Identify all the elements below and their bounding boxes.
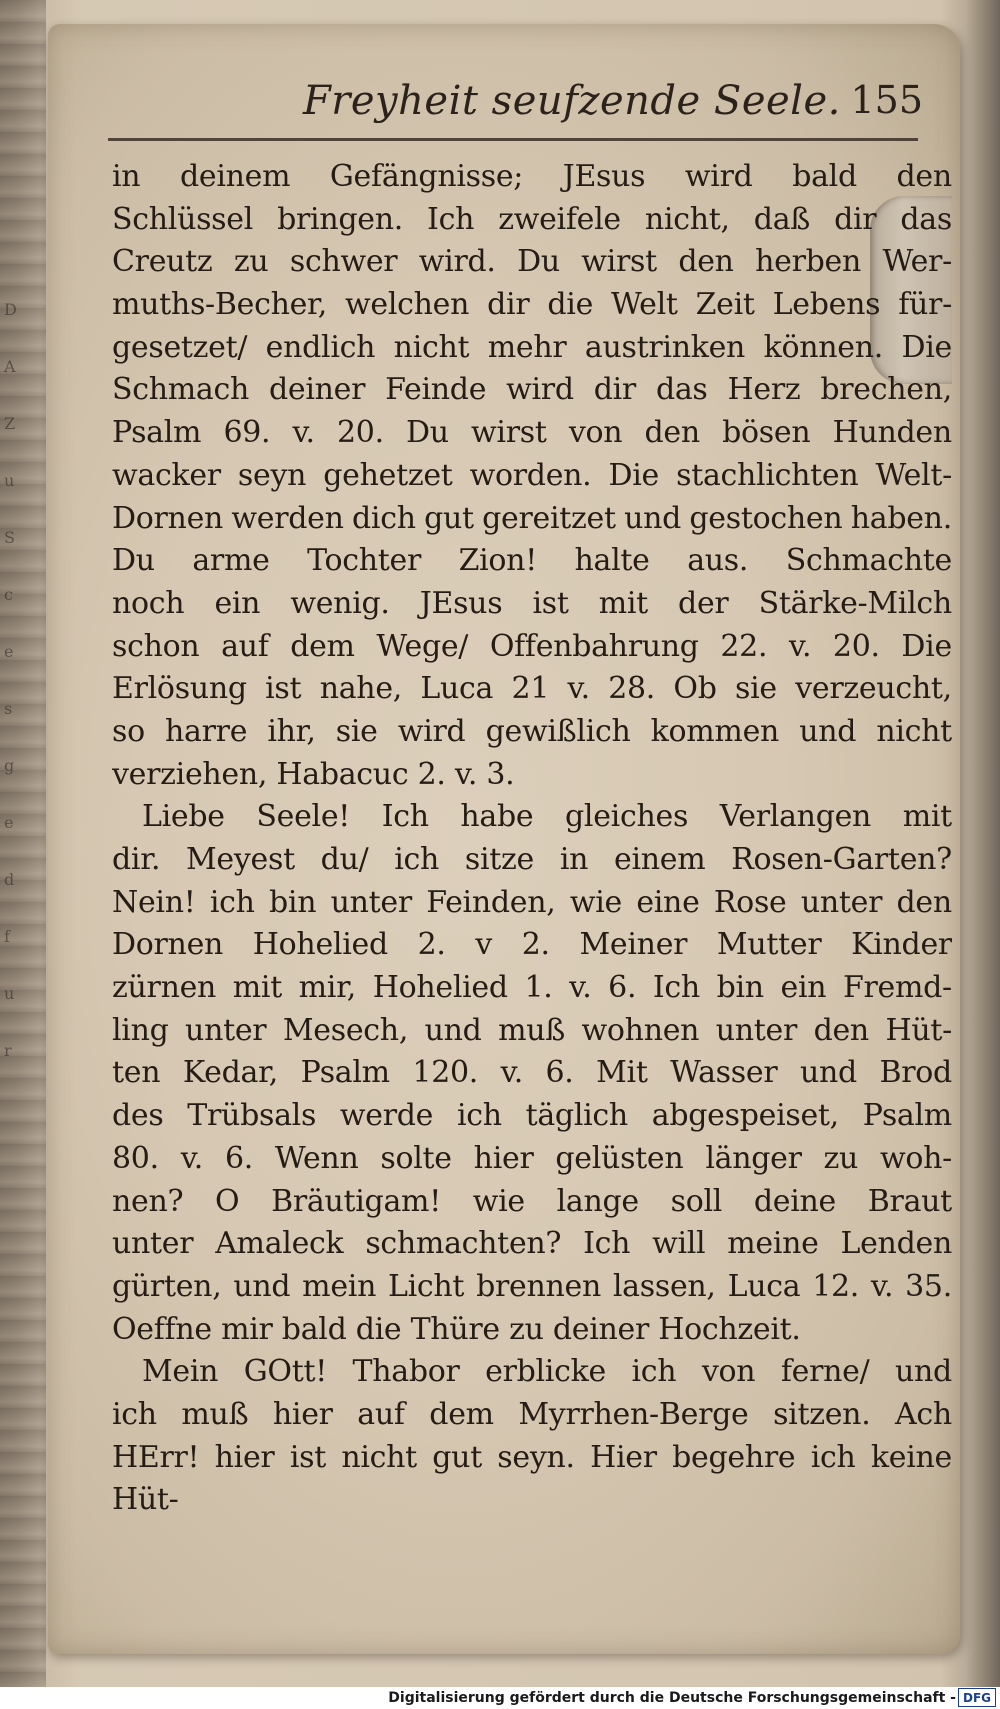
text-line: muths-Becher, welchen dir die Welt Zeit Lebens für- [112, 287, 952, 323]
text-line: Du arme Tochter Zion! halte aus. Schmachte [112, 543, 952, 579]
text-line: gesetzet/ endlich nicht mehr austrinken können. Die [112, 329, 952, 365]
header-rule [108, 138, 918, 141]
margin-fragment: c [4, 585, 13, 604]
margin-fragment: e [4, 642, 14, 661]
body-text [112, 156, 952, 1522]
margin-fragment: d [4, 870, 15, 889]
text-line: gürten, und mein Licht brennen lassen, Luca 12. v. 35. [112, 1268, 952, 1304]
text-line: ling unter Mesech, und muß wohnen unter den Hüt- [112, 1012, 952, 1048]
text-line: wacker seyn gehetzet worden. Die stachlichten Welt- [112, 457, 952, 493]
digitization-footer [0, 1687, 1000, 1709]
margin-fragment: S [4, 528, 15, 547]
text-line: des Trübsals werde ich täglich abgespeiset, Psalm [112, 1098, 952, 1134]
text-line: Oeffne mir bald die Thüre zu deiner Hochzeit. [112, 1311, 801, 1347]
text-line: Erlösung ist nahe, Luca 21 v. 28. Ob sie verzeucht, [112, 671, 952, 707]
text-line: Creutz zu schwer wird. Du wirst den herben Wer- [112, 244, 952, 280]
text-line: ten Kedar, Psalm 120. v. 6. Mit Wasser und Brod [112, 1055, 952, 1091]
text-line: so harre ihr, sie wird gewißlich kommen und nicht [112, 713, 952, 749]
text-line: noch ein wenig. JEsus ist mit der Stärke-Milch [112, 585, 952, 621]
margin-fragment: A [4, 357, 16, 376]
text-line: Psalm 69. v. 20. Du wirst von den bösen Hunden [112, 415, 952, 451]
margin-fragment: Z [4, 414, 16, 433]
text-line: HErr! hier ist nicht gut seyn. Hier begehre ich keine [112, 1439, 952, 1475]
margin-fragment: u [4, 471, 15, 490]
text-line: verziehen, Habacuc 2. v. 3. [112, 756, 515, 792]
margin-fragments [4, 300, 36, 1600]
running-head: Freyheit seufzende Seele. [303, 78, 841, 124]
text-line: zürnen mit mir, Hohelied 1. v. 6. Ich bin ein Fremd- [112, 970, 952, 1006]
margin-fragment: f [4, 927, 10, 946]
text-line: ich muß hier auf dem Myrrhen-Berge sitzen. Ach [112, 1396, 952, 1432]
margin-fragment: D [4, 300, 17, 319]
dfg-logo: DFG [958, 1688, 996, 1707]
text-line: Schmach deiner Feinde wird dir das Herz brechen, [112, 372, 952, 408]
catchword: Hüt- [112, 1482, 179, 1518]
funding-credit: Digitalisierung gefördert durch die Deutsche Forschungsgemeinschaft - [388, 1690, 956, 1706]
text-line: Nein! ich bin unter Feinden, wie eine Rose unter den [112, 884, 952, 920]
text-line: unter Amaleck schmachten? Ich will meine Lenden [112, 1226, 952, 1262]
text-line: nen? O Bräutigam! wie lange soll deine Braut [112, 1183, 952, 1219]
text-line: Mein GOtt! Thabor erblicke ich von ferne/ und [142, 1354, 952, 1390]
margin-fragment: s [4, 699, 13, 718]
text-line: in deinem Gefängnisse; JEsus wird bald den [112, 159, 952, 194]
text-line: schon auf dem Wege/ Offenbahrung 22. v. 20. Die [112, 628, 952, 664]
text-line: Liebe Seele! Ich habe gleiches Verlangen mit [142, 799, 952, 835]
text-line: Dornen Hohelied 2. v 2. Meiner Mutter Kinder [112, 927, 952, 963]
margin-fragment: e [4, 813, 14, 832]
page-leaf [48, 24, 960, 1654]
margin-fragment: u [4, 984, 15, 1003]
text-line: 80. v. 6. Wenn solte hier gelüsten länger zu woh- [112, 1140, 952, 1176]
text-line: Dornen werden dich gut gereitzet und gestochen haben. [112, 500, 952, 536]
margin-fragment: r [4, 1041, 12, 1060]
page-header [108, 64, 943, 144]
margin-fragment: g [4, 756, 15, 775]
text-line: Schlüssel bringen. Ich zweifele nicht, daß dir das [112, 201, 952, 237]
page-number: 155 [850, 78, 923, 122]
text-line: dir. Meyest du/ ich sitze in einem Rosen-Garten? [112, 842, 952, 877]
